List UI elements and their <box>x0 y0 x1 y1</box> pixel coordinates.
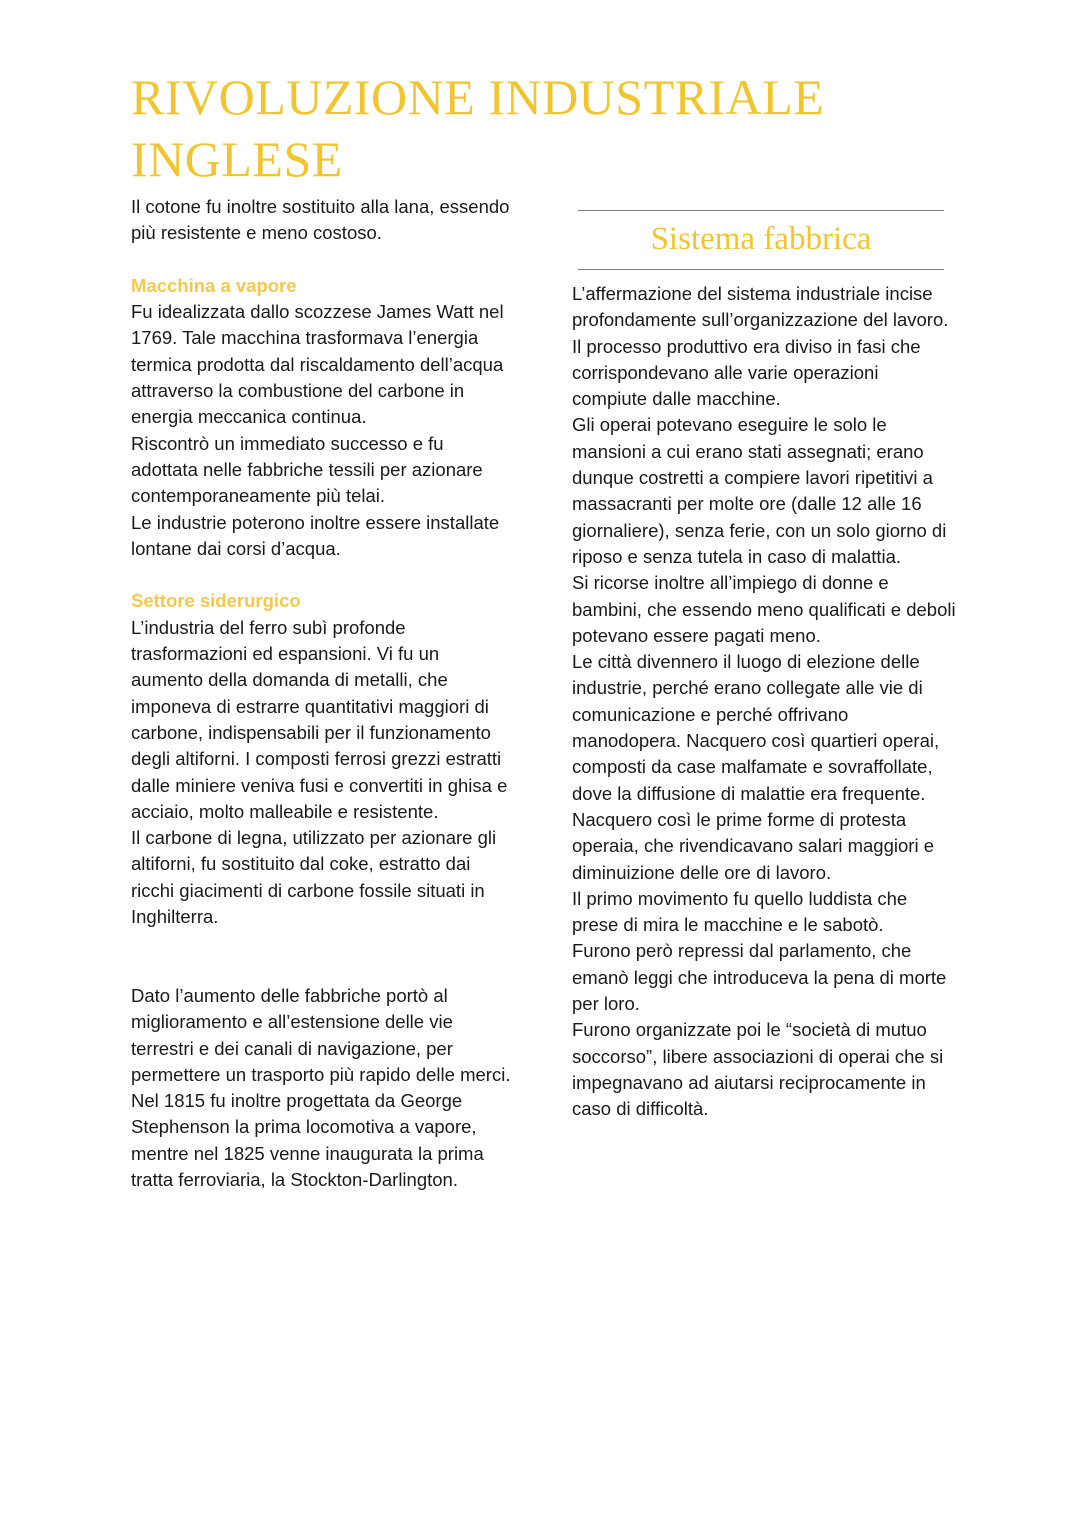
section-title-sistema-fabbrica: Sistema fabbrica <box>650 221 872 257</box>
steam-engine-paragraph: Le industrie poterono inoltre essere installate lontane dai corsi d’acqua. <box>131 511 500 559</box>
factory-paragraph: Furono però repressi dal parlamento, che emanò leggi che introduceva la pena di morte per loro. <box>572 940 947 1015</box>
steam-engine-heading: Macchina a vapore <box>131 274 297 296</box>
spacer <box>131 247 511 273</box>
steam-engine-paragraph: Fu idealizzata dallo scozzese James Watt nel 1769. Tale macchina trasformava l’energia termica prodotta dal riscaldamento dell’acqua attraverso la combustione del carbone in energia meccanica continua. <box>131 301 504 428</box>
section-divider-top <box>578 210 944 211</box>
page-title: RIVOLUZIONE INDUSTRIALE INGLESE <box>131 69 825 187</box>
factory-paragraph: Gli operai potevano eseguire le solo le mansioni a cui erano stati assegnati; erano dunque costretti a compiere lavori ripetitivi a massacranti per molte ore (dalle 12 alle 16 giornaliere), senza ferie, con un solo giorno di riposo e senza tutela in caso di malattia. <box>572 414 947 567</box>
factory-paragraph: Si ricorse inoltre all’impiego di donne e bambini, che essendo meno qualificati e deboli potevano essere pagati meno. <box>572 572 956 646</box>
factory-paragraph: Il primo movimento fu quello luddista che prese di mira le macchine e le sabotò. <box>572 887 908 936</box>
steel-sector-heading: Settore siderurgico <box>131 590 301 612</box>
steam-engine-paragraph: Riscontrò un immediato successo e fu adottata nelle fabbriche tessili per azionare contemporaneamente più telai. <box>131 432 483 507</box>
factory-paragraph: Nacquero così le prime forme di protesta operaia, che rivendicavano salari maggiori e diminuizione delle ore di lavoro. <box>572 808 934 883</box>
spacer <box>131 930 511 956</box>
transport-paragraph: Dato l’aumento delle fabbriche portò al miglioramento e all’estensione delle vie terrestri e dei canali di navigazione, per permettere un trasporto più rapido delle merci. <box>131 984 511 1085</box>
right-column <box>572 281 957 1123</box>
factory-paragraph: Le città divennero il luogo di elezione delle industrie, perché erano collegate alle vie di comunicazione e perché offrivano manodopera. Nacquero così quartieri operai, composti da case malfamate e sovraffollate, dove la diffusione di malattie era frequente. <box>572 651 940 804</box>
intro-paragraph: Il cotone fu inoltre sostituito alla lana, essendo più resistente e meno costoso. <box>131 196 510 244</box>
section-divider-bottom <box>578 269 944 270</box>
steel-sector-paragraph: Il carbone di legna, utilizzato per azionare gli altiforni, fu sostituito dal coke, estratto dai ricchi giacimenti di carbone fossile situati in Inghilterra. <box>131 827 497 928</box>
spacer <box>131 957 511 983</box>
transport-paragraph: Nel 1815 fu inoltre progettata da George Stephenson la prima locomotiva a vapore, mentre nel 1825 venne inaugurata la prima tratta ferroviaria, la Stockton-Darlington. <box>131 1090 484 1190</box>
factory-paragraph: L’affermazione del sistema industriale incise profondamente sull’organizzazione del lavoro. <box>572 283 949 331</box>
spacer <box>131 562 511 588</box>
steel-sector-paragraph: L’industria del ferro subì profonde trasformazioni ed espansioni. Vi fu un aumento della domanda di metalli, che imponeva di estrarre quantitativi maggiori di carbone, indispensabili per il funzionamento degli altiforni. I composti ferrosi grezzi estratti dalle miniere veniva fusi e convertiti in ghisa e acciaio, molto malleabile e resistente. <box>131 616 508 822</box>
factory-paragraph: Il processo produttivo era diviso in fasi che corrispondevano alle varie operazioni compiute dalle macchine. <box>572 335 921 410</box>
left-column <box>131 194 511 1193</box>
factory-paragraph: Furono organizzate poi le “società di mutuo soccorso”, libere associazioni di operai che si impegnavano ad aiutarsi reciprocamente in caso di difficoltà. <box>572 1019 944 1120</box>
